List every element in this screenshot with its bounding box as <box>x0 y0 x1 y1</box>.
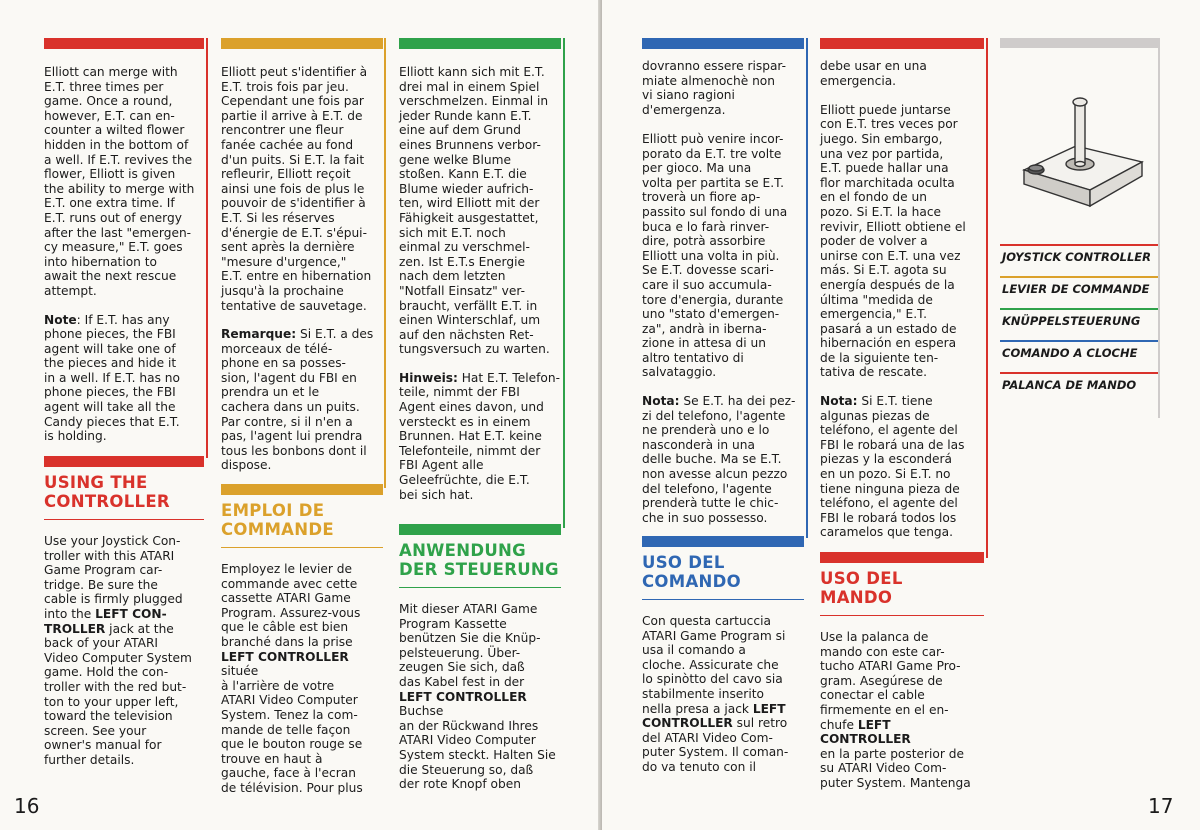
legend-line <box>1000 372 1158 374</box>
controller-text-b: en la parte posterior de su ATARI Video Com- puter System. Mantenga <box>820 746 971 790</box>
column-rule <box>986 38 988 558</box>
spanish-heading: USO DEL MANDO <box>820 569 903 607</box>
spanish-section <box>820 552 984 791</box>
column-german <box>399 38 561 502</box>
german-section <box>399 524 561 792</box>
right-page <box>602 0 1200 830</box>
note-label: Nota: <box>642 394 680 409</box>
note-label: Note <box>44 312 77 327</box>
controller-text-a: Use your Joystick Con- troller with this ATARI Game Program car- tridge. Be sure the cable is firmly plugged into the <box>44 534 183 621</box>
heading-bar <box>44 456 204 467</box>
column-french <box>221 38 383 473</box>
controller-text-a: Use la palanca de mando con este car- tucho ATARI Game Pro- gram. Asegúrese de conectar el cable firmemente en el en- chufe <box>820 630 961 732</box>
italian-body: dovranno essere rispar- miate almenochè non vi siano ragioni d'emergenza. Elliott può venire incor- porato da E.T. tre volte per gioco. Ma una volta per partita se E.T. troverà un fiore ap- passito sul fondo di una buca e lo farà rinver- dire, potrà assorbire Elliott una volta in più. Se E.T. dovesse scari- care il suo accumula- tore d'energia, durante uno "stato d'emergen- za", andrà in iberna- zione in attesa di un altro tentativo di salvataggio. <box>642 59 788 380</box>
heading-underline <box>399 587 561 588</box>
column-top-bar <box>820 38 984 49</box>
page-number-left: 16 <box>14 794 40 818</box>
column-top-bar <box>399 38 561 49</box>
italian-note <box>642 394 804 525</box>
german-controller-text <box>399 602 561 792</box>
note-label: Remarque: <box>221 327 297 342</box>
controller-text-b: sul retro del ATARI Video Com- puter System. Il coman- do va tenuto con il <box>642 716 789 774</box>
left-controller-bold: LEFT CONTROLLER <box>642 701 786 731</box>
note-text: : If E.T. has any phone pieces, the FBI agent will take one of the pieces and hide it in a well. If E.T. has no phone pieces, the FBI agent will take all the Candy pieces that E.T. is holding. <box>44 312 180 444</box>
heading-underline <box>642 599 804 600</box>
left-controller-bold: LEFT CONTROLLER <box>820 717 911 747</box>
french-note <box>221 327 383 473</box>
column-top-bar <box>44 38 204 49</box>
heading-underline <box>221 547 383 548</box>
french-body: Elliott peut s'identifier à E.T. trois fois par jeu. Cependant une fois par partie il arrive à E.T. de rencontrer une fleur fanée cachée au fond d'un puits. Si E.T. la fait refleurir, Elliott reçoit ainsi une fois de plus le pouvoir de s'identifier à E.T. Si les réserves d'énergie de E.T. s'épui- sent après la dernière "mesure d'urgence," E.T. entre en hibernation jusqu'à la prochaine tentative de sauvetage. <box>221 65 372 313</box>
english-body: Elliott can merge with E.T. three times per game. Once a round, however, E.T. can en- counter a wilted flower hidden in the bottom of a well. If E.T. revives the flower, Elliott is given the ability to merge with E.T. one extra time. If E.T. runs out of energy after the last "emergen- cy measure," E.T. goes into hibernation to await the next rescue attempt. <box>44 65 195 298</box>
column-rule <box>206 38 208 458</box>
german-heading: ANWENDUNG DER STEUERUNG <box>399 541 559 579</box>
heading-bar <box>399 524 561 535</box>
left-controller-bold: LEFT CONTROLLER <box>221 649 349 664</box>
french-section <box>221 484 383 796</box>
note-label: Hinweis: <box>399 370 458 385</box>
column-spanish <box>820 38 984 540</box>
german-note <box>399 371 561 502</box>
legend-joystick-controller: JOYSTICK CONTROLLER <box>1002 250 1151 264</box>
legend-knuppelsteuerung: KNÜPPELSTEUERUNG <box>1002 314 1141 328</box>
joystick-icon <box>1014 88 1154 218</box>
column-top-bar <box>221 38 383 49</box>
english-note <box>44 313 204 444</box>
english-section <box>44 456 204 768</box>
german-body: Elliott kann sich mit E.T. drei mal in einem Spiel verschmelzen. Einmal in jeder Runde kann E.T. eine auf dem Grund eines Brunnens verbor- gene welke Blume stoßen. Kann E.T. die Blume wieder aufrich- ten, wird Elliott mit der Fähigkeit ausgestattet, sich mit E.T. noch einmal zu verschmel- zen. Ist E.T.s Energie nach dem letzten "Notfall Einsatz" ver- braucht, verfällt E.T. in einen Winterschlaf, um auf den nächsten Ret- tungsversuch zu warten. <box>399 65 550 357</box>
column-top-bar <box>642 38 804 49</box>
english-heading: USING THE CONTROLLER <box>44 473 170 511</box>
heading-underline <box>44 519 204 520</box>
controller-text-a: Employez le levier de commande avec cette cassette ATARI Game Program. Assurez-vous que le câble est bien branché dans la prise <box>221 562 361 649</box>
heading-bar <box>642 536 804 547</box>
heading-bar <box>221 484 383 495</box>
note-text: Si E.T. a des morceaux de télé- phone en sa posses- sion, l'agent du FBI en prendra un et le cachera dans un puits. Par contre, si il n'en a pas, l'agent lui prendra tous les bonbons dont il dispose. <box>221 327 374 473</box>
french-controller-text <box>221 562 383 796</box>
spanish-controller-text <box>820 630 984 791</box>
spanish-note <box>820 394 984 540</box>
controller-text-b: Buchse an der Rückwand Ihres ATARI Video Computer System steckt. Halten Sie die Steuerung so, daß der rote Knopf oben <box>399 704 556 792</box>
column-english <box>44 38 204 444</box>
italian-section <box>642 536 804 775</box>
controller-text-a: Con questa cartuccia ATARI Game Program si usa il comando a cloche. Assicurate che lo spinòtto del cavo sia stabilmente inserito nella presa a jack <box>642 614 786 716</box>
legend-line <box>1000 244 1158 246</box>
legend-rule <box>1158 38 1160 418</box>
legend-levier-de-commande: LEVIER DE COMMANDE <box>1002 282 1150 296</box>
page-number-right: 17 <box>1148 794 1174 818</box>
french-heading: EMPLOI DE COMMANDE <box>221 501 334 539</box>
heading-bar <box>820 552 984 563</box>
italian-controller-text <box>642 614 804 775</box>
controller-text-b: située à l'arrière de votre ATARI Video Computer System. Tenez la com- mande de telle façon que le bouton rouge se trouve en haut à gauche, face à l'ecran de télévision. Pour plus <box>221 664 363 795</box>
legend-palanca-de-mando: PALANCA DE MANDO <box>1002 378 1137 392</box>
english-controller-text <box>44 534 204 768</box>
legend-line <box>1000 276 1158 278</box>
column-italian <box>642 38 804 525</box>
spanish-body: debe usar en una emergencia. Elliott puede juntarse con E.T. tres veces por juego. Sin embargo, una vez por partida, E.T. puede hallar una flor marchitada oculta en el fondo de un pozo. Si E.T. la hace revivir, Elliott obtiene el poder de volver a unirse con E.T. una vez más. Si E.T. agota su energía después de la última "medida de emergencia," E.T. pasará a un estado de hibernación en espera de la siguiente ten- tativa de rescate. <box>820 59 966 380</box>
controller-text-a: Mit dieser ATARI Game Program Kassette benützen Sie die Knüp- pelsteuerung. Über- zeugen Sie sich, daß das Kabel fest in der <box>399 602 541 689</box>
legend-line <box>1000 340 1158 342</box>
column-rule <box>806 38 808 538</box>
italian-heading: USO DEL COMANDO <box>642 553 741 591</box>
heading-underline <box>820 615 984 616</box>
left-controller-bold: LEFT CON- TROLLER <box>44 606 167 636</box>
note-text: Hat E.T. Telefon- teile, nimmt der FBI Agent eines davon, und versteckt es in einem Brunnen. Hat E.T. keine Telefonteile, nimmt der FBI Agent alle Geleefrüchte, die E.T. bei sich hat. <box>399 370 560 502</box>
left-controller-bold: LEFT CONTROLLER <box>399 689 527 704</box>
column-rule <box>384 38 386 488</box>
legend-top-bar <box>1000 38 1160 48</box>
note-text: Si E.T. tiene algunas piezas de teléfono, el agente del FBI le robará una de las piezas y la esconderá en un pozo. Si E.T. no tiene ninguna pieza de teléfono, el agente del FBI le robará todos los caramelos que tenga. <box>820 394 965 540</box>
note-label: Nota: <box>820 394 858 409</box>
controller-text-b: jack at the back of your ATARI Video Computer System game. Hold the con- troller with the red but- ton to your upper left, toward the television screen. See your owner's manual for further details. <box>44 621 192 767</box>
column-rule <box>563 38 565 528</box>
legend-comando-a-cloche: COMANDO A CLOCHE <box>1002 346 1138 360</box>
legend-line <box>1000 308 1158 310</box>
note-text: Se E.T. ha dei pez- zi del telefono, l'agente ne prenderà uno e lo nasconderà in una delle buche. Ma se E.T. non avesse alcun pezzo del telefono, l'agente prenderà tutte le chic- che in suo possesso. <box>642 394 796 525</box>
